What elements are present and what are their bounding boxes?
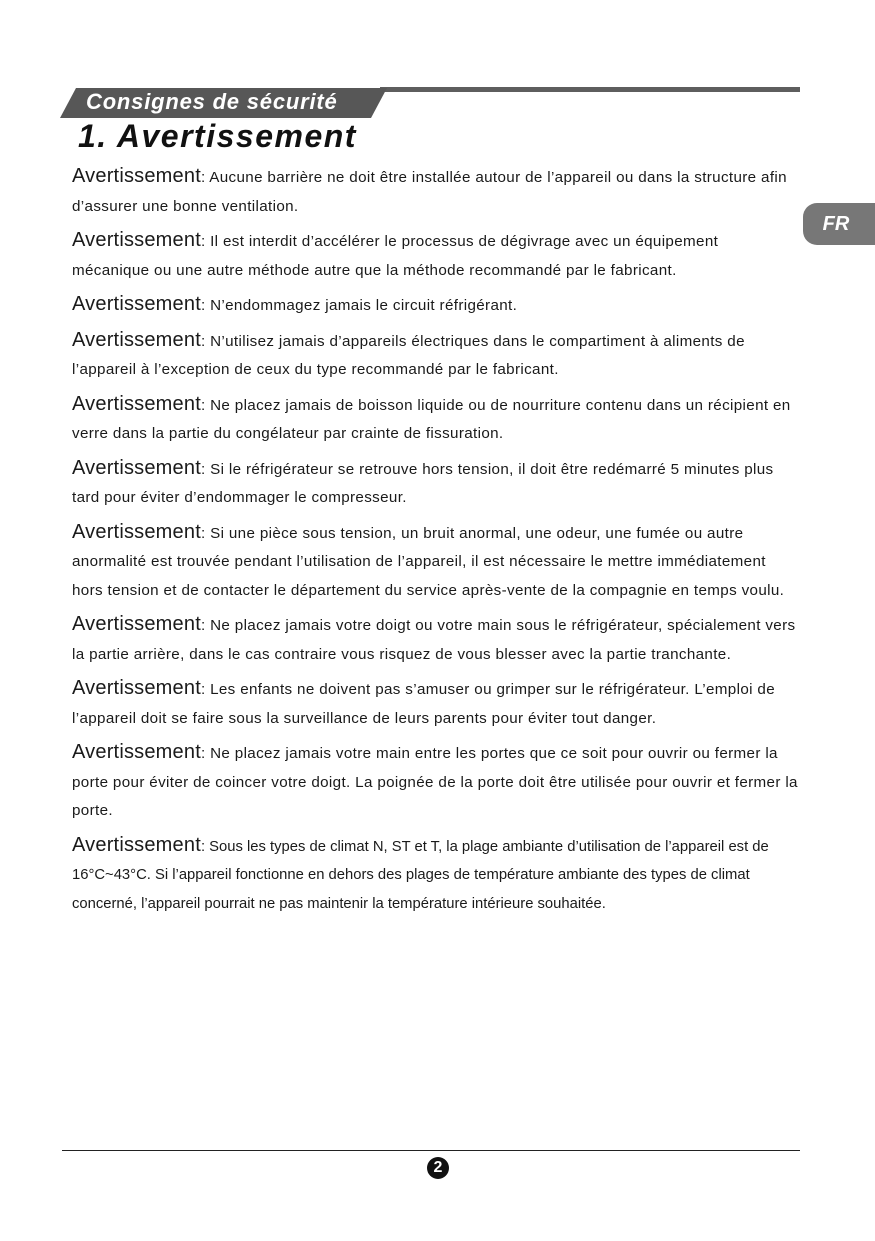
warning-item — [72, 390, 800, 449]
warning-item — [72, 454, 800, 513]
warning-text: : Sous les types de climat N, ST et T, la plage ambiante d’utilisation de l’appareil est de 16°C~43°C. Si l’appareil fonctionne en dehors des plages de température ambiante des types de climat concerné, l’appareil pourrait ne pas maintenir la température intérieure souhaitée. — [72, 838, 769, 912]
footer-rule — [62, 1150, 800, 1151]
warning-item — [72, 326, 800, 385]
warning-item — [72, 610, 800, 669]
warning-item — [72, 162, 800, 221]
header-rule — [380, 87, 800, 92]
warning-label: Avertissement — [72, 456, 201, 479]
warning-list — [72, 162, 800, 923]
warning-label: Avertissement — [72, 520, 201, 543]
warning-item — [72, 738, 800, 826]
warning-label: Avertissement — [72, 229, 201, 251]
warning-text: : Si le réfrigérateur se retrouve hors tension, il doit être redémarré 5 minutes plus tard pour éviter d’endommager le compresseur. — [72, 460, 774, 506]
warning-label: Avertissement — [72, 833, 201, 856]
section-title-tab — [60, 88, 387, 118]
language-tab: FR — [803, 203, 875, 245]
warning-label: Avertissement — [72, 328, 201, 351]
warning-item — [72, 226, 800, 285]
warning-text: : Les enfants ne doivent pas s’amuser ou grimper sur le réfrigérateur. L’emploi de l’appareil doit se faire sous la surveillance de leurs parents pour éviter tout danger. — [72, 681, 776, 727]
warning-text: : Ne placez jamais de boisson liquide ou de nourriture contenu dans un récipient en verre dans la partie du congélateur par crainte de fissuration. — [72, 396, 791, 442]
page-number: 2 — [427, 1157, 449, 1179]
warning-label: Avertissement — [72, 392, 201, 415]
warning-item — [72, 518, 800, 606]
warning-label: Avertissement — [72, 165, 201, 187]
warning-item — [72, 831, 800, 919]
warning-text: : N’endommagez jamais le circuit réfrigérant. — [200, 297, 518, 314]
warning-text: : Si une pièce sous tension, un bruit anormal, une odeur, une fumée ou autre anormalité est trouvée pendant l’utilisation de l’appareil, il est nécessaire le mettre immédiatement hors tension et de contacter le département du service après-vente de la compagnie en temps voulu. — [72, 524, 785, 599]
warning-text: : Il est interdit d’accélérer le processus de dégivrage avec un équipement mécanique ou une autre méthode autre que la méthode recommandé par le fabricant. — [72, 233, 719, 279]
warning-text: : Ne placez jamais votre doigt ou votre main sous le réfrigérateur, spécialement vers la partie arrière, dans le cas contraire vous risquez de vous blesser avec la partie tranchante. — [72, 617, 796, 663]
warning-item — [72, 674, 800, 733]
warning-label: Avertissement — [72, 741, 201, 763]
warning-label: Avertissement — [72, 613, 201, 635]
page-heading: 1. Avertissement — [78, 118, 357, 154]
warning-text: : Aucune barrière ne doit être installée autour de l’appareil ou dans la structure afin d’assurer une bonne ventilation. — [72, 169, 787, 215]
warning-text: : N’utilisez jamais d’appareils électriques dans le compartiment à aliments de l’appareil à l’exception de ceux du type recommandé par le fabricant. — [72, 332, 745, 378]
warning-label: Avertissement — [72, 677, 201, 699]
warning-label: Avertissement — [72, 293, 201, 315]
section-title: Consignes de sécurité — [86, 89, 338, 114]
warning-text: : Ne placez jamais votre main entre les portes que ce soit pour ouvrir ou fermer la porte pour éviter de coincer votre doigt. La poignée de la porte doit être utilisée pour ouvrir et fermer la porte. — [72, 745, 798, 819]
warning-item — [72, 290, 800, 321]
